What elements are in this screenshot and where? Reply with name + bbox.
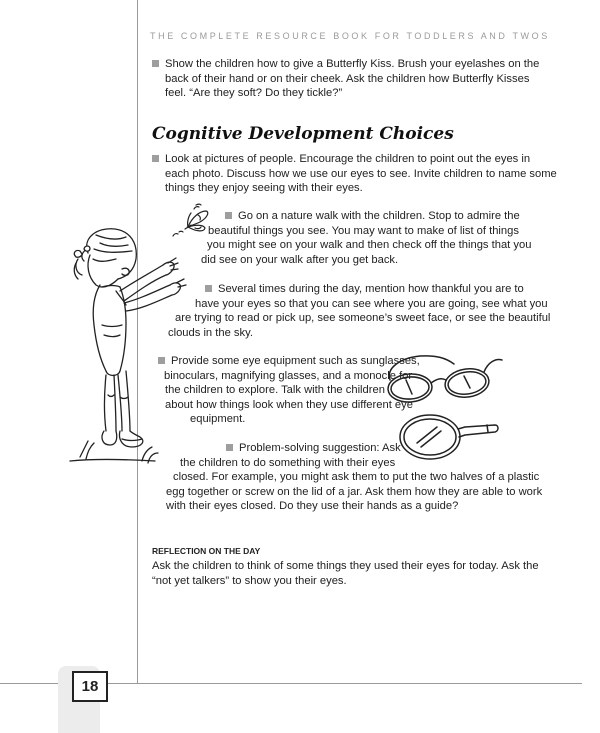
magnifying-glass-illustration bbox=[395, 405, 500, 475]
intro-line: Show the children how to give a Butterfly Kiss. Brush your eyelashes on the bbox=[165, 58, 540, 70]
intro-bullet bbox=[152, 57, 539, 101]
bullet-line: about how things look when they use different eye bbox=[165, 398, 413, 411]
square-bullet-icon bbox=[205, 285, 212, 292]
running-head: THE COMPLETE RESOURCE BOOK FOR TODDLERS AND TWOS bbox=[150, 31, 550, 41]
bullet-line: have your eyes so that you can see where you are going, see what you bbox=[195, 297, 548, 310]
bullet-line: binoculars, magnifying glasses, and a monocle for bbox=[164, 369, 413, 382]
bullet-line: did see on your walk after you get back. bbox=[201, 253, 399, 266]
reflection-body bbox=[152, 559, 539, 588]
bullet-line: beautiful things you see. You may want to make of list of things bbox=[208, 224, 519, 237]
toddler-illustration bbox=[60, 225, 190, 475]
square-bullet-icon bbox=[226, 444, 233, 451]
bullet-line: each photo. Discuss how we use our eyes to see. Invite children to name some bbox=[165, 167, 557, 180]
bullet-line: the children to explore. Talk with the children bbox=[165, 384, 385, 396]
square-bullet-icon bbox=[152, 60, 159, 67]
bullet-line: with their eyes closed. Do they use their hands as a guide? bbox=[166, 500, 459, 512]
bullet-line: equipment. bbox=[190, 413, 246, 425]
bullet-line: Go on a nature walk with the children. Stop to admire the bbox=[238, 210, 520, 222]
reflection-heading: REFLECTION ON THE DAY bbox=[152, 546, 261, 556]
intro-line: feel. “Are they soft? Do they tickle?” bbox=[165, 87, 343, 99]
section-heading: Cognitive Development Choices bbox=[152, 124, 454, 144]
bullet-line: the children to do something with their eyes bbox=[180, 456, 396, 469]
bullet-line: Look at pictures of people. Encourage the children to point out the eyes in bbox=[165, 153, 531, 165]
bullet-line: Several times during the day, mention how thankful you are to bbox=[218, 283, 524, 295]
square-bullet-icon bbox=[225, 212, 232, 219]
bullet-line: things they enjoy seeing with their eyes. bbox=[165, 182, 363, 194]
bullet-look-at-pictures bbox=[152, 152, 557, 196]
bullet-line: Problem-solving suggestion: Ask bbox=[239, 442, 401, 454]
reflection-line: “not yet talkers” to show you their eyes. bbox=[152, 574, 347, 587]
intro-line: back of their hand or on their cheek. Ask the children how Butterfly Kisses bbox=[165, 72, 530, 85]
eyeglasses-illustration bbox=[380, 350, 505, 410]
bullet-line: are trying to read or pick up, see someone’s sweet face, or see the beautiful bbox=[175, 312, 551, 324]
bullet-line: Provide some eye equipment such as sunglasses, bbox=[171, 355, 420, 367]
bullet-line: you might see on your walk and then check off the things that you bbox=[207, 239, 532, 251]
bullet-line: closed. For example, you might ask them to put the two halves of a plastic bbox=[173, 471, 540, 483]
bullet-line: clouds in the sky. bbox=[168, 326, 253, 339]
reflection-line: Ask the children to think of some things they used their eyes for today. Ask the bbox=[152, 560, 539, 572]
bullet-line: egg together or screw on the lid of a jar. Ask them how they are able to work bbox=[166, 485, 543, 498]
square-bullet-icon bbox=[152, 155, 159, 162]
page-number: 18 bbox=[81, 678, 99, 695]
